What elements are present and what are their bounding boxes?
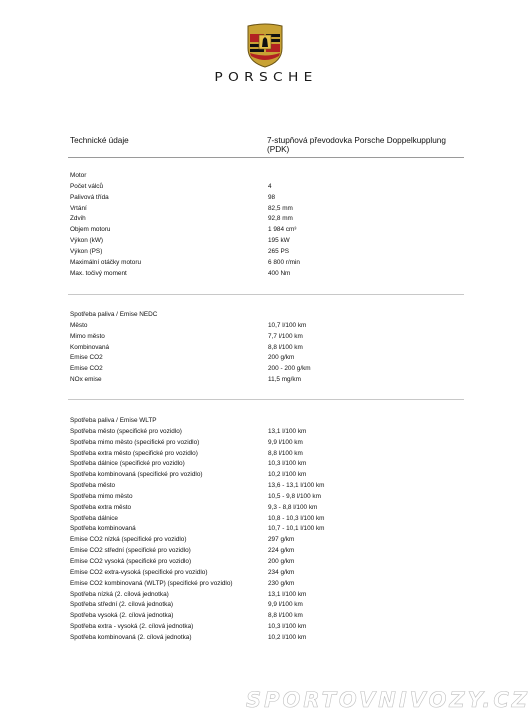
spec-row bbox=[68, 225, 464, 236]
spec-label: Emise CO2 střední (specifické pro vozidlo) bbox=[70, 547, 191, 555]
spec-value: 13,1 l/100 km bbox=[268, 427, 307, 435]
spec-label: Spotřeba město (specifické pro vozidlo) bbox=[70, 427, 182, 435]
header-title: Technické údaje bbox=[70, 136, 129, 145]
spec-label: NOx emise bbox=[70, 376, 102, 384]
spec-row bbox=[68, 590, 464, 601]
spec-row bbox=[68, 633, 464, 644]
spec-value: 11,5 mg/km bbox=[268, 376, 301, 384]
spec-label: Emise CO2 extra-vysoká (specifické pro vozidlo) bbox=[70, 568, 208, 576]
spec-value: 9,9 l/100 km bbox=[268, 601, 303, 609]
spec-label: Vrtání bbox=[70, 204, 87, 212]
spec-row bbox=[68, 343, 464, 354]
spec-row bbox=[68, 568, 464, 579]
spec-row bbox=[68, 459, 464, 470]
spec-label: Spotřeba vysoká (2. cílová jednotka) bbox=[70, 612, 174, 620]
section-nedc bbox=[68, 310, 464, 386]
spec-row bbox=[68, 236, 464, 247]
spec-value: 98 bbox=[268, 193, 276, 201]
spec-label: Spotřeba kombinovaná (2. cílová jednotka) bbox=[70, 633, 192, 641]
spec-value: 10,7 - 10,1 l/100 km bbox=[268, 525, 325, 533]
section-title-text: Spotřeba paliva / Emise WLTP bbox=[70, 417, 157, 424]
spec-value: 1 984 cm³ bbox=[268, 226, 297, 234]
spec-value: 6 800 r/min bbox=[268, 258, 300, 266]
spec-value: 13,6 - 13,1 l/100 km bbox=[268, 482, 325, 490]
spec-label: Max. točivý moment bbox=[70, 269, 127, 277]
spec-value: 92,8 mm bbox=[268, 215, 293, 223]
spec-row bbox=[68, 492, 464, 503]
spec-label: Spotřeba extra město bbox=[70, 503, 132, 511]
spec-value: 10,2 l/100 km bbox=[268, 471, 307, 479]
spec-label: Spotřeba mimo město bbox=[70, 492, 133, 500]
spec-value: 10,3 l/100 km bbox=[268, 623, 307, 631]
spec-label: Spotřeba extra město (specifické pro vozidlo) bbox=[70, 449, 198, 457]
section-wltp bbox=[68, 416, 464, 644]
spec-label: Objem motoru bbox=[70, 226, 111, 234]
spec-label: Emise CO2 vysoká (specifické pro vozidlo) bbox=[70, 557, 192, 565]
spec-row bbox=[68, 600, 464, 611]
spec-label: Spotřeba kombinovaná bbox=[70, 525, 136, 533]
spec-label: Kombinovaná bbox=[70, 343, 110, 351]
spec-row bbox=[68, 557, 464, 568]
section-divider bbox=[68, 294, 464, 295]
spec-label: Emise CO2 nízká (specifické pro vozidlo) bbox=[70, 536, 187, 544]
spec-label: Spotřeba dálnice bbox=[70, 514, 118, 522]
spec-row bbox=[68, 332, 464, 343]
spec-header bbox=[68, 133, 464, 158]
spec-value: 10,5 - 9,8 l/100 km bbox=[268, 492, 321, 500]
spec-label: Spotřeba město bbox=[70, 482, 116, 490]
spec-value: 8,8 l/100 km bbox=[268, 612, 303, 620]
spec-value: 10,8 - 10,3 l/100 km bbox=[268, 514, 325, 522]
spec-value: 234 g/km bbox=[268, 568, 295, 576]
spec-value: 297 g/km bbox=[268, 536, 295, 544]
section-title-text: Spotřeba paliva / Emise NEDC bbox=[70, 311, 158, 318]
spec-label: Emise CO2 kombinovaná (WLTP) (specifické pro vozidlo) bbox=[70, 579, 233, 587]
spec-label: Maximální otáčky motoru bbox=[70, 258, 142, 266]
spec-row bbox=[68, 427, 464, 438]
spec-value: 230 g/km bbox=[268, 579, 295, 587]
spec-label: Město bbox=[70, 321, 88, 329]
spec-row bbox=[68, 214, 464, 225]
spec-row bbox=[68, 182, 464, 193]
spec-row bbox=[68, 524, 464, 535]
spec-value: 4 bbox=[268, 182, 272, 190]
spec-value: 200 g/km bbox=[268, 557, 295, 565]
spec-value: 13,1 l/100 km bbox=[268, 590, 307, 598]
porsche-logo bbox=[0, 22, 530, 68]
section-title bbox=[68, 416, 464, 427]
spec-row bbox=[68, 204, 464, 215]
spec-row bbox=[68, 579, 464, 590]
spec-label: Spotřeba mimo město (specifické pro vozidlo) bbox=[70, 438, 200, 446]
spec-label: Výkon (PS) bbox=[70, 247, 103, 255]
section-divider bbox=[68, 399, 464, 400]
spec-row bbox=[68, 470, 464, 481]
spec-label: Palivová třída bbox=[70, 193, 109, 201]
section-motor bbox=[68, 171, 464, 279]
spec-label: Zdvih bbox=[70, 215, 86, 223]
spec-value: 82,5 mm bbox=[268, 204, 293, 212]
spec-row bbox=[68, 503, 464, 514]
spec-label: Počet válců bbox=[70, 182, 104, 190]
spec-label: Spotřeba extra - vysoká (2. cílová jednotka) bbox=[70, 623, 194, 631]
section-title-text: Motor bbox=[70, 172, 87, 179]
spec-value: 195 kW bbox=[268, 237, 290, 245]
porsche-wordmark: PORSCHE bbox=[214, 70, 318, 84]
spec-row bbox=[68, 258, 464, 269]
spec-row bbox=[68, 535, 464, 546]
spec-row bbox=[68, 375, 464, 386]
header-transmission: 7-stupňová převodovka Porsche Doppelkupplung (PDK) bbox=[267, 136, 446, 154]
spec-row bbox=[68, 514, 464, 525]
spec-row bbox=[68, 438, 464, 449]
spec-value: 9,9 l/100 km bbox=[268, 438, 303, 446]
spec-value: 400 Nm bbox=[268, 269, 291, 277]
spec-value: 9,3 - 8,8 l/100 km bbox=[268, 503, 318, 511]
spec-row bbox=[68, 449, 464, 460]
spec-value: 7,7 l/100 km bbox=[268, 332, 303, 340]
spec-row bbox=[68, 353, 464, 364]
spec-value: 10,3 l/100 km bbox=[268, 460, 307, 468]
spec-label: Spotřeba střední (2. cílová jednotka) bbox=[70, 601, 174, 609]
spec-row bbox=[68, 247, 464, 258]
spec-row bbox=[68, 269, 464, 280]
spec-row bbox=[68, 622, 464, 633]
section-title bbox=[68, 171, 464, 182]
site-watermark: SPORTOVNIVOZY.CZ bbox=[246, 688, 530, 712]
spec-label: Spotřeba dálnice (specifické pro vozidlo) bbox=[70, 460, 185, 468]
spec-value: 10,2 l/100 km bbox=[268, 633, 307, 641]
spec-label: Spotřeba nízká (2. cílová jednotka) bbox=[70, 590, 169, 598]
spec-row bbox=[68, 611, 464, 622]
spec-label: Mimo město bbox=[70, 332, 105, 340]
section-title bbox=[68, 310, 464, 321]
spec-row bbox=[68, 481, 464, 492]
spec-value: 224 g/km bbox=[268, 547, 295, 555]
spec-label: Emise CO2 bbox=[70, 354, 103, 362]
spec-value: 200 g/km bbox=[268, 354, 295, 362]
spec-value: 10,7 l/100 km bbox=[268, 321, 307, 329]
spec-value: 265 PS bbox=[268, 247, 289, 255]
spec-value: 200 - 200 g/km bbox=[268, 365, 311, 373]
porsche-crest-icon bbox=[245, 22, 285, 68]
spec-row bbox=[68, 193, 464, 204]
spec-label: Spotřeba kombinovaná (specifické pro vozidlo) bbox=[70, 471, 203, 479]
spec-value: 8,8 l/100 km bbox=[268, 449, 303, 457]
spec-row bbox=[68, 321, 464, 332]
spec-row bbox=[68, 364, 464, 375]
spec-row bbox=[68, 546, 464, 557]
spec-value: 8,8 l/100 km bbox=[268, 343, 303, 351]
spec-label: Emise CO2 bbox=[70, 365, 103, 373]
spec-label: Výkon (kW) bbox=[70, 237, 104, 245]
